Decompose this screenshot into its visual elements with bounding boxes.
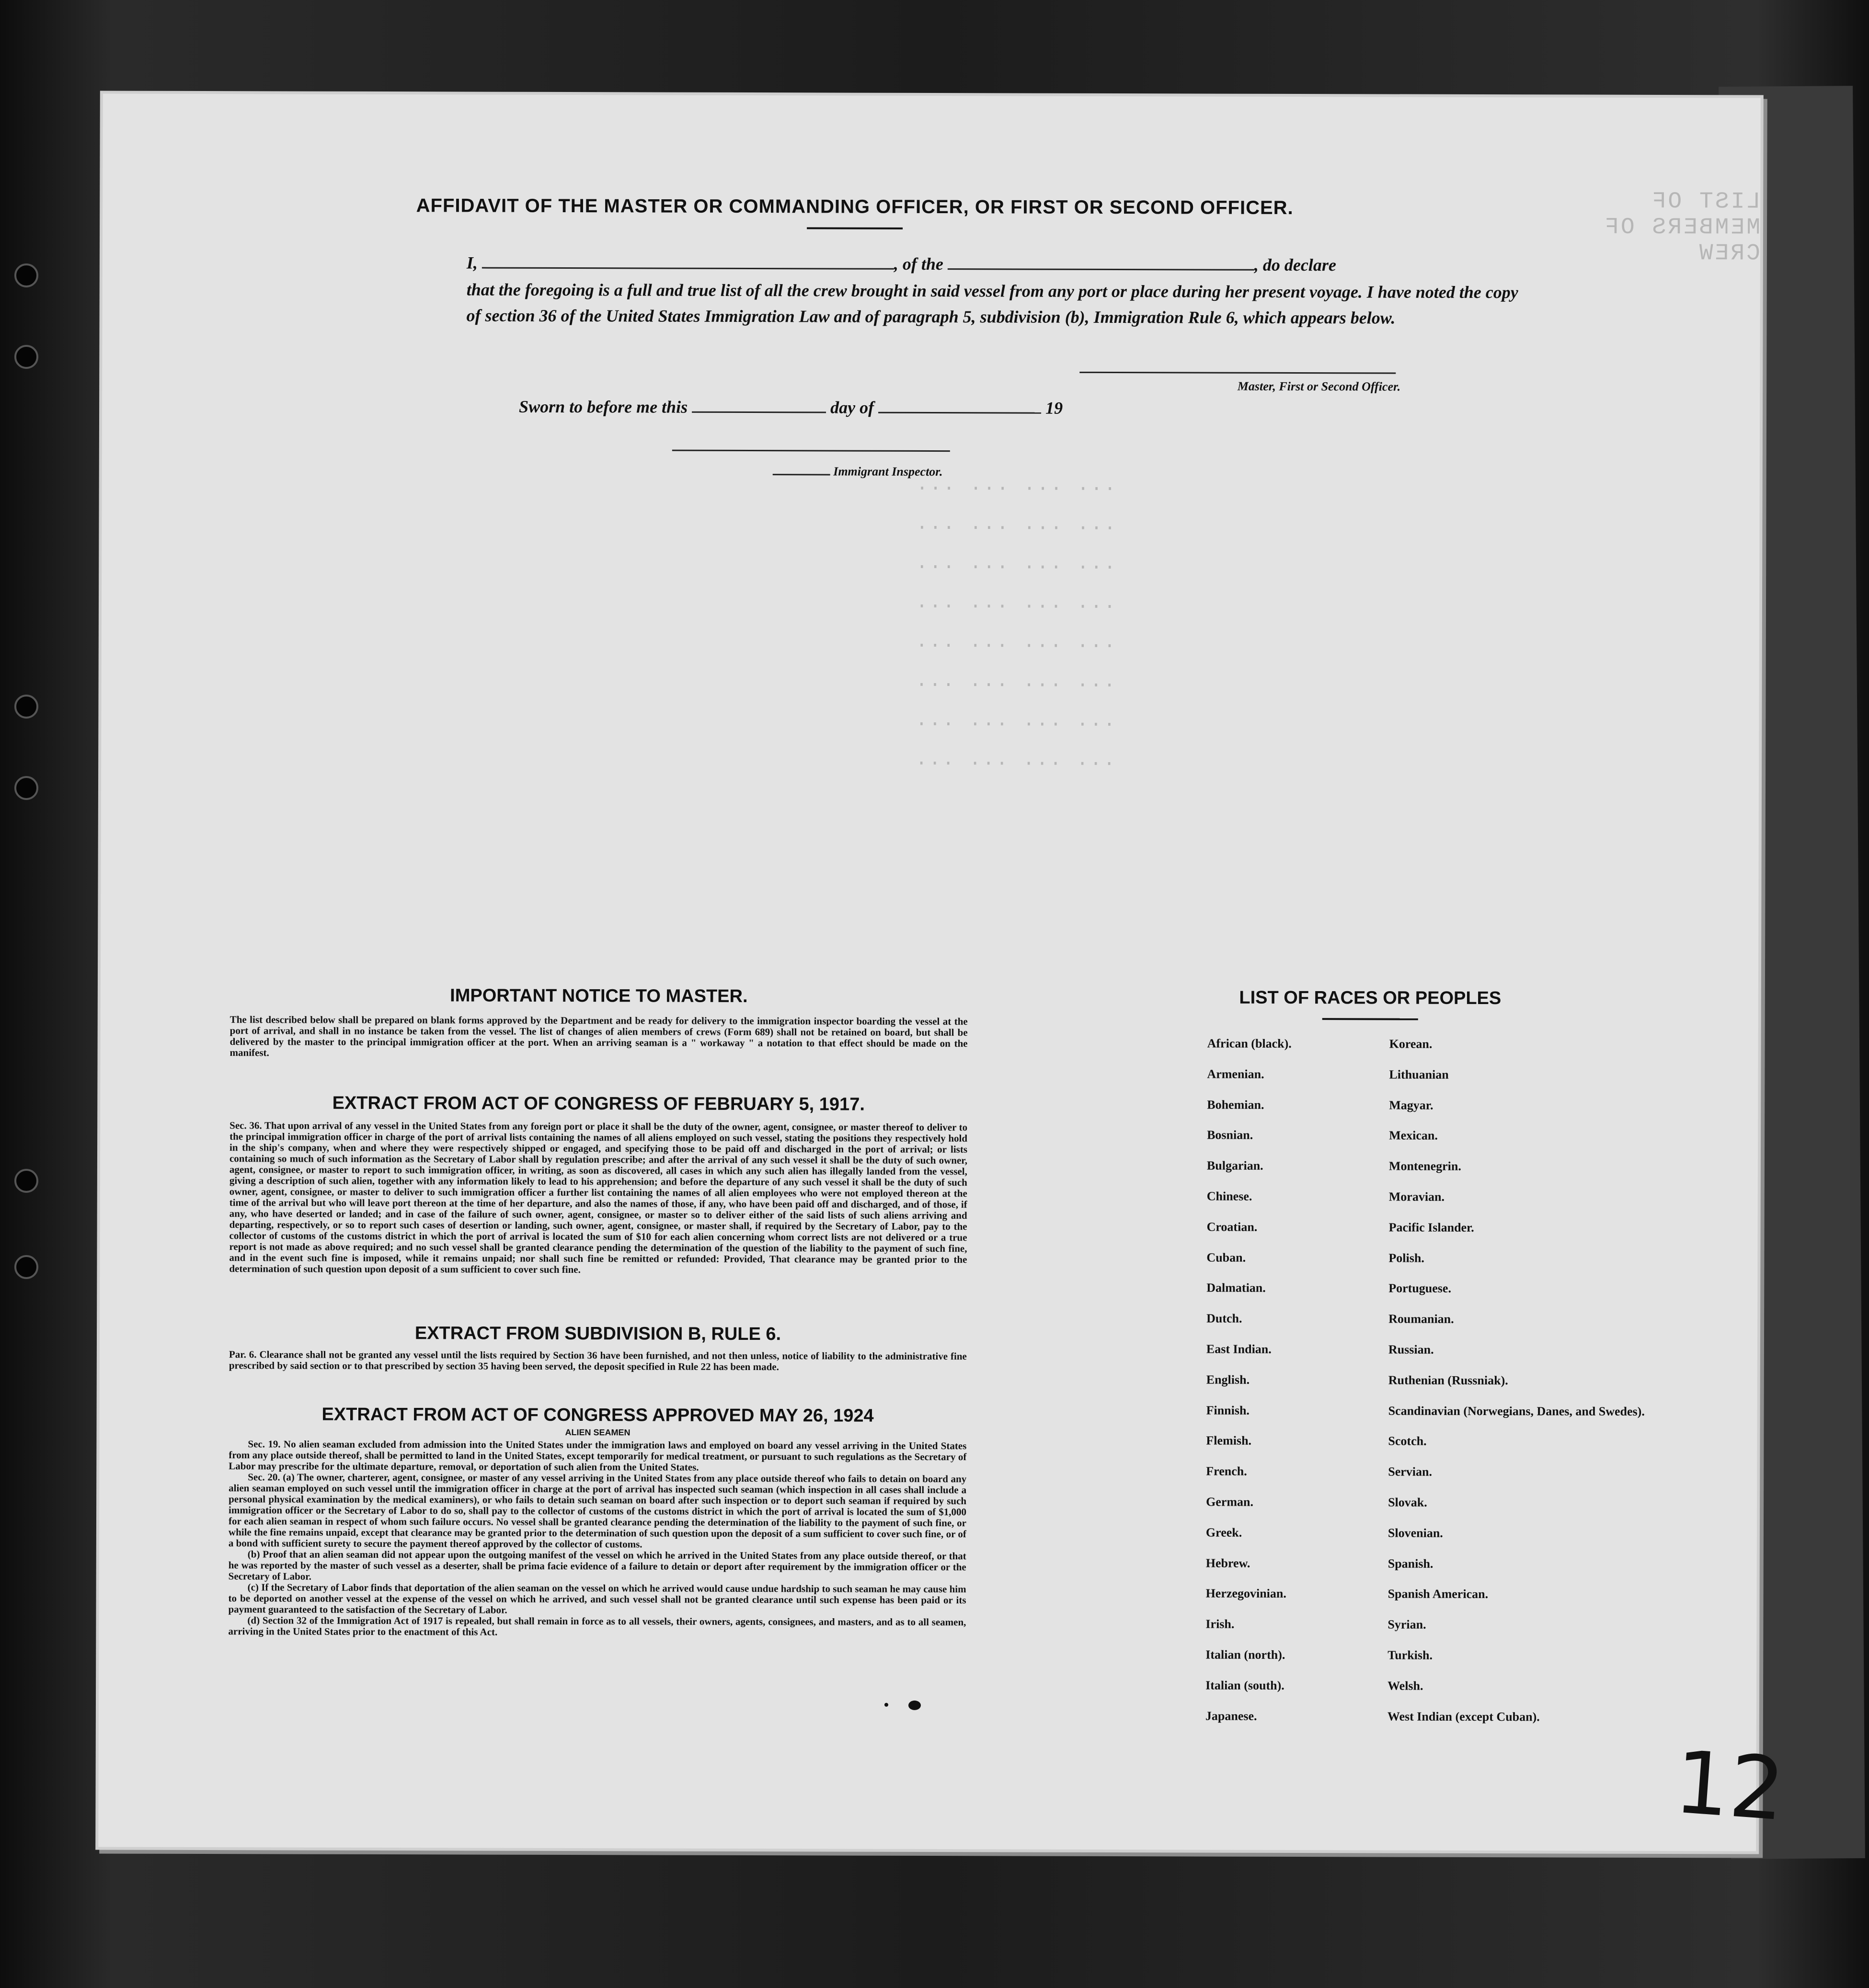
race-item: African (black). [1207, 1036, 1292, 1051]
inspector-caption [773, 464, 1012, 479]
race-item: Greek. [1205, 1525, 1242, 1540]
title-rule [807, 227, 903, 229]
race-item: Ruthenian (Russniak). [1388, 1373, 1508, 1387]
notice-text: The list described below shall be prepared on blank forms approved by the Department and be ready for delivery to the immigration inspector boarding the vessel at the port of arrival, and shall in no instance be taken from the vessel. The list of changes of alien members of crews (Form 689) shall not be retained on board, but shall be delivered by the master to the principal immigration officer at the port. When an arriving seaman is a " workaway " a notation to that effect should be made on the manifest. [229, 1014, 968, 1059]
affidavit-title: AFFIDAVIT OF THE MASTER OR COMMANDING OFFICER, OR FIRST OR SECOND OFFICER. [352, 195, 1358, 230]
bleed-through-rows: ··· ··· ··· ··· ··· ··· ··· ··· ··· ··· ··· ··· ··· ··· ··· ··· ··· ··· ··· ··· ··· ··· ··· ··· ··· ··· ··· ··· ··· ··· ··· ··· [916, 478, 1118, 776]
race-item: Japanese. [1205, 1709, 1257, 1723]
race-item: Welsh. [1387, 1679, 1423, 1693]
race-item: Flemish. [1206, 1433, 1252, 1448]
declaration-i-label: I, [466, 253, 478, 273]
officer-signature-field[interactable] [1079, 372, 1396, 374]
races-right-column [1387, 1037, 1648, 1741]
notice-section [230, 985, 968, 1060]
inspector-signature-field[interactable] [672, 450, 950, 452]
sworn-day-field[interactable] [692, 411, 826, 413]
act-1924-subtitle: ALIEN SEAMEN [565, 1428, 631, 1438]
race-item: Moravian. [1388, 1189, 1445, 1204]
race-item: Pacific Islander. [1388, 1220, 1474, 1234]
binder-hole [14, 263, 38, 287]
rule-6-text: Par. 6. Clearance shall not be granted any vessel until the lists required by Section 36 have been furnished, and not then unless, notice of liability to the administrative fine prescribed by said section or to that prescribed by section 35 having been served, the deposit specified in Rule 22 has been made. [229, 1348, 967, 1373]
race-item: Montenegrin. [1388, 1159, 1461, 1174]
race-item: Chinese. [1206, 1189, 1252, 1203]
binder-hole [14, 695, 38, 719]
act-1917-text: Sec. 36. That upon arrival of any vessel in the United States from any foreign port or place it shall be the duty of the owner, agent, consignee, or master thereof to deliver to the principal immigration officer in charge of the port of arrival lists containing the names of all aliens employed on such vessel, stating the positions they respectively hold in the ship's company, when and where they were respectively shipped or engaged, and specifying those to be paid off and discharged in the port of arrival; or lists containing so much of such information as the Secretary of Labor shall by regulation prescribe; and after the arrival of any such vessel it shall be the duty of such owner, agent, consignee, or master to report to such immigration officer, in writing, as soon as discovered, all cases in which any such alien has illegally landed from the vessel, giving a description of such alien, together with any information likely to lead to his apprehension; and before the departure of any such vessel it shall be the duty of such owner, agent, consignee, or master to deliver to such immigration officer a further list containing the names of all alien employees who were not employed thereon at the time of the arrival but who will leave port thereon at the time of her departure, and also the names of those, if any, who have been paid off and discharged, and of those, if any, who have deserted or landed; and in case of the failure of such owner, agent, consignee, or master so to deliver either of the said lists of such aliens arriving and departing, respectively, or so to report such cases of desertion or landing, such owner, agent, consignee, or master shall, if required by the Secretary of Labor, pay to the collector of customs of the customs district in which the port of arrival is located the sum of $10 for each alien concerning whom correct lists are not delivered or a true report is not made as above required; and no such vessel shall be granted clearance pending the determination of the question of the liability to the payment of such fine, and in the event such fine is imposed, while it remains unpaid; nor shall such fine be remitted or refunded: Provided, That clearance may be granted prior to the determination of such question upon deposit of a sum sufficient to cover such fine. [229, 1120, 968, 1276]
race-item: Polish. [1388, 1251, 1424, 1265]
bleed-through-text: LIST OF MEMBERS OF CREW [1603, 188, 1761, 267]
officer-name-field[interactable] [482, 267, 894, 270]
declaration-of-label: , of the [894, 254, 943, 274]
act-1924-paragraph: Sec. 19. No alien seaman excluded from admission into the United States under the immigration laws and employed on board any vessel arriving in the United States from any place outside thereof, shall be permitted to land in the United States, except temporarily for medical treatment, or pursuant to such regulations as the Secretary of Labor may prescribe for the ultimate departure, removal, or deportation of such alien from the United States. [229, 1438, 967, 1473]
races-left-column [1205, 1037, 1389, 1740]
race-item: German. [1206, 1495, 1254, 1509]
race-item: Scandinavian (Norwegians, Danes, and Swedes). [1388, 1404, 1645, 1418]
act-1917-section [229, 1093, 967, 1276]
handwritten-page-number: 12 [1671, 1732, 1788, 1840]
race-item: Bulgarian. [1206, 1158, 1263, 1173]
race-item: Mexican. [1389, 1128, 1438, 1143]
act-1917-title: EXTRACT FROM ACT OF CONGRESS OF FEBRUARY 5, 1917. [332, 1093, 865, 1115]
race-item: Servian. [1388, 1464, 1433, 1479]
race-item: Italian (south). [1205, 1678, 1284, 1692]
rule-6-section [229, 1323, 967, 1373]
races-title-rule [1322, 1018, 1418, 1020]
race-item: Cuban. [1206, 1250, 1246, 1265]
race-item: Syrian. [1387, 1617, 1426, 1632]
race-item: Slovak. [1388, 1495, 1427, 1509]
sworn-line [519, 397, 1142, 418]
rule-6-title: EXTRACT FROM SUBDIVISION B, RULE 6. [414, 1323, 781, 1345]
race-item: Herzegovinian. [1205, 1586, 1286, 1601]
race-item: Lithuanian [1389, 1067, 1449, 1082]
race-item: Slovenian. [1387, 1526, 1443, 1540]
inspector-caption-text: Immigrant Inspector. [833, 464, 943, 479]
notice-title: IMPORTANT NOTICE TO MASTER. [450, 985, 748, 1007]
act-1924-title: EXTRACT FROM ACT OF CONGRESS APPROVED MAY 26, 1924 [321, 1404, 874, 1426]
race-item: Croatian. [1206, 1220, 1258, 1234]
race-item: Finnish. [1206, 1403, 1250, 1417]
race-item: Bosnian. [1207, 1128, 1253, 1143]
act-1924-paragraph: (c) If the Secretary of Labor finds that deportation of the alien seaman on the vessel on which he arrived would cause undue hardship to such seaman he may cause him to be deported on another vessel at the expense of the vessel on which he arrived, and such vessel shall not be granted clearance until such expense has been paid or its payment guaranteed to the satisfaction of the Secretary of Labor. [228, 1581, 966, 1616]
sworn-label: Sworn to before me this [519, 397, 688, 417]
binder-hole [14, 776, 38, 800]
race-item: Hebrew. [1205, 1556, 1250, 1570]
race-item: Portuguese. [1388, 1281, 1452, 1296]
race-item: Irish. [1205, 1617, 1235, 1631]
race-item: Korean. [1389, 1037, 1433, 1051]
race-item: Italian (north). [1205, 1647, 1285, 1662]
inspector-leader-line [773, 474, 830, 475]
race-item: Turkish. [1387, 1648, 1433, 1662]
race-item: Dutch. [1206, 1311, 1242, 1325]
race-item: Scotch. [1388, 1434, 1427, 1449]
act-1924-section [228, 1404, 966, 1639]
race-item: Roumanian. [1388, 1312, 1454, 1326]
race-item: Spanish. [1387, 1556, 1433, 1571]
declaration-line [467, 252, 1521, 275]
race-item: Spanish American. [1387, 1587, 1489, 1601]
declaration-declare-label: , do declare [1254, 255, 1336, 275]
sworn-year-label: 19 [1045, 398, 1063, 418]
binder-hole [14, 1255, 38, 1279]
race-item: Dalmatian. [1206, 1280, 1266, 1295]
race-item: Russian. [1388, 1342, 1434, 1357]
manifest-page [98, 93, 1788, 1851]
act-1924-paragraph: (b) Proof that an alien seaman did not appear upon the outgoing manifest of the vessel on which he arrived in the United States from any place outside thereof, or that he was reported by the master of such vessel as a deserter, shall be prima facie evidence of a failure to detain or deport after requirement by the immigration officer or the Secretary of Labor. [228, 1548, 966, 1582]
race-item: Bohemian. [1207, 1097, 1264, 1112]
sworn-month-field[interactable] [878, 412, 1041, 414]
ink-speck [908, 1701, 921, 1710]
races-title: LIST OF RACES OR PEOPLES [1198, 987, 1543, 1020]
vessel-name-field[interactable] [948, 268, 1254, 271]
sworn-day-label: day of [830, 398, 874, 417]
binder-hole [14, 345, 38, 369]
act-1924-paragraph: Sec. 20. (a) The owner, charterer, agent, consignee, or master of any vessel arriving in the United States from any place outside thereof who fails to detain on board any alien seaman employed on such vessel until the immigration officer in charge at the port of arrival has inspected such seaman (which inspection in all cases shall include a personal physical examination by the medical examiners), or who fails to detain such seaman on board after such inspection or to deport such seaman if required by such immigration officer or the Secretary of Labor to do so, shall pay to the collector of customs of the customs district in which the port of arrival is located the sum of $1,000 for each alien seaman in respect of whom such failure occurs. No vessel shall be granted clearance pending the determination of the liability to the payment of such fine, or while the fine remains unpaid, except that clearance may be granted prior to the determination of such question upon the deposit of a sum sufficient to cover such fine, or of a bond with sufficient surety to secure the payment thereof approved by the collector of customs. [228, 1471, 967, 1550]
binder-hole [14, 1169, 38, 1193]
ink-speck [884, 1703, 888, 1707]
race-item: East Indian. [1206, 1342, 1272, 1356]
race-item: West Indian (except Cuban). [1387, 1709, 1540, 1724]
signature-caption: Master, First or Second Officer. [1237, 379, 1401, 394]
race-item: Armenian. [1207, 1067, 1264, 1081]
act-1924-paragraph: (d) Section 32 of the Immigration Act of 1917 is repealed, but shall remain in force as to all vessels, their owners, agents, consignees, and masters, and as to all seamen, arriving in the United States prior to the enactment of this Act. [228, 1614, 966, 1638]
race-item: French. [1206, 1464, 1247, 1478]
declaration-body: that the foregoing is a full and true list of all the crew brought in said vessel from any port or place during her present voyage. I have noted the copy of section 36 of the United States Immigration Law and of paragraph 5, subdivision (b), Immigration Rule 6, which appears below. [466, 280, 1518, 328]
race-item: Magyar. [1389, 1098, 1433, 1112]
race-item: English. [1206, 1372, 1250, 1387]
